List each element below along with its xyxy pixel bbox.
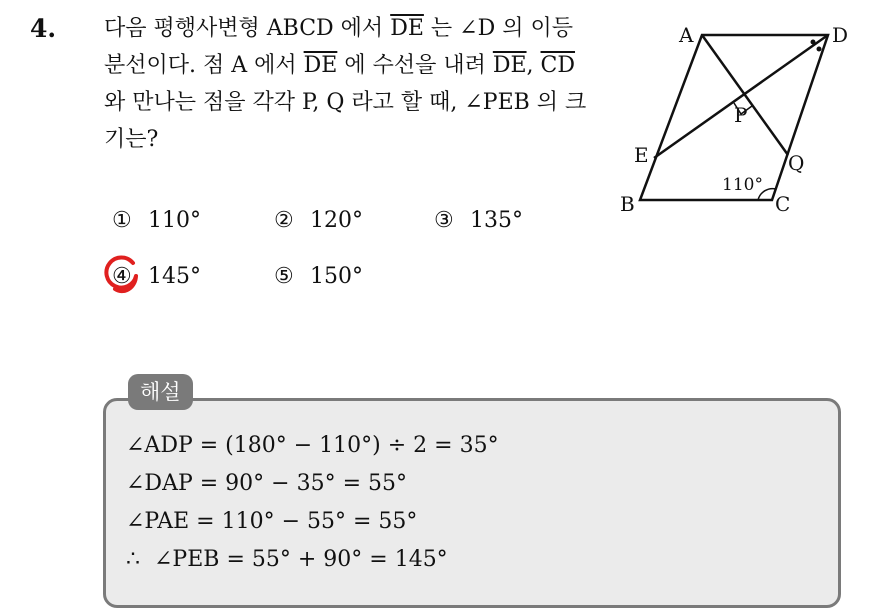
stem-text-1: 다음 평행사변형 ABCD 에서: [104, 16, 391, 41]
solution-line-1: ∠ADP = (180° − 110°) ÷ 2 = 35°: [126, 433, 499, 458]
choice-5[interactable]: [274, 264, 363, 289]
choice-value: 120°: [310, 208, 363, 233]
label-a: A: [679, 23, 694, 47]
stem-text-2: 는 ∠D 의 이등분선이다. 점 A 에서: [104, 16, 573, 78]
solution-line-3: ∠PAE = 110° − 55° = 55°: [126, 509, 418, 534]
stem-text-5: 와 만나는 점을 각각 P, Q 라고 할 때, ∠PEB 의 크기는?: [104, 90, 587, 152]
choice-marker: ②: [274, 208, 294, 233]
choice-value: 110°: [148, 208, 201, 233]
question-stem: [104, 10, 590, 158]
choice-1[interactable]: [112, 208, 201, 233]
angle-dot-d: [811, 40, 816, 45]
choice-3[interactable]: [434, 208, 523, 233]
choice-4[interactable]: [112, 264, 201, 289]
selection-circle: [103, 254, 141, 292]
segment-aq-line: [702, 35, 788, 155]
angle-dot-d: [817, 47, 822, 52]
segment-de: $\overline{DE}$: [303, 53, 338, 78]
stem-text-3: 에 수선을 내려: [337, 53, 493, 78]
choice-2[interactable]: [274, 208, 363, 233]
choice-marker: ①: [112, 208, 132, 233]
label-q: Q: [788, 151, 805, 175]
choice-marker-selected: [112, 264, 144, 289]
choice-value: 150°: [310, 264, 363, 289]
choice-marker: ⑤: [274, 264, 294, 289]
label-d: D: [832, 23, 849, 47]
label-b: B: [620, 192, 635, 216]
solution-line-2: ∠DAP = 90° − 35° = 55°: [126, 471, 408, 496]
parallelogram-figure: [605, 10, 875, 225]
label-e: E: [634, 143, 649, 167]
stem-text-4: ,: [526, 53, 541, 78]
label-c: C: [775, 192, 791, 216]
choice-marker: ③: [434, 208, 454, 233]
label-p: P: [734, 103, 748, 127]
question-number: 4.: [30, 14, 57, 43]
segment-de: $\overline{DE}$: [390, 16, 424, 41]
angle-label: 110°: [722, 175, 763, 195]
choice-marker-glyph: ④: [112, 264, 132, 289]
segment-de: $\overline{DE}$: [492, 53, 527, 78]
solution-lines: [126, 427, 499, 579]
solution-tab: 해설: [128, 374, 193, 410]
choice-value: 135°: [470, 208, 523, 233]
segment-cd: $\overline{CD}$: [540, 53, 576, 78]
choice-value: 145°: [148, 264, 201, 289]
solution-line-4: ∴ ∠PEB = 55° + 90° = 145°: [126, 547, 448, 572]
